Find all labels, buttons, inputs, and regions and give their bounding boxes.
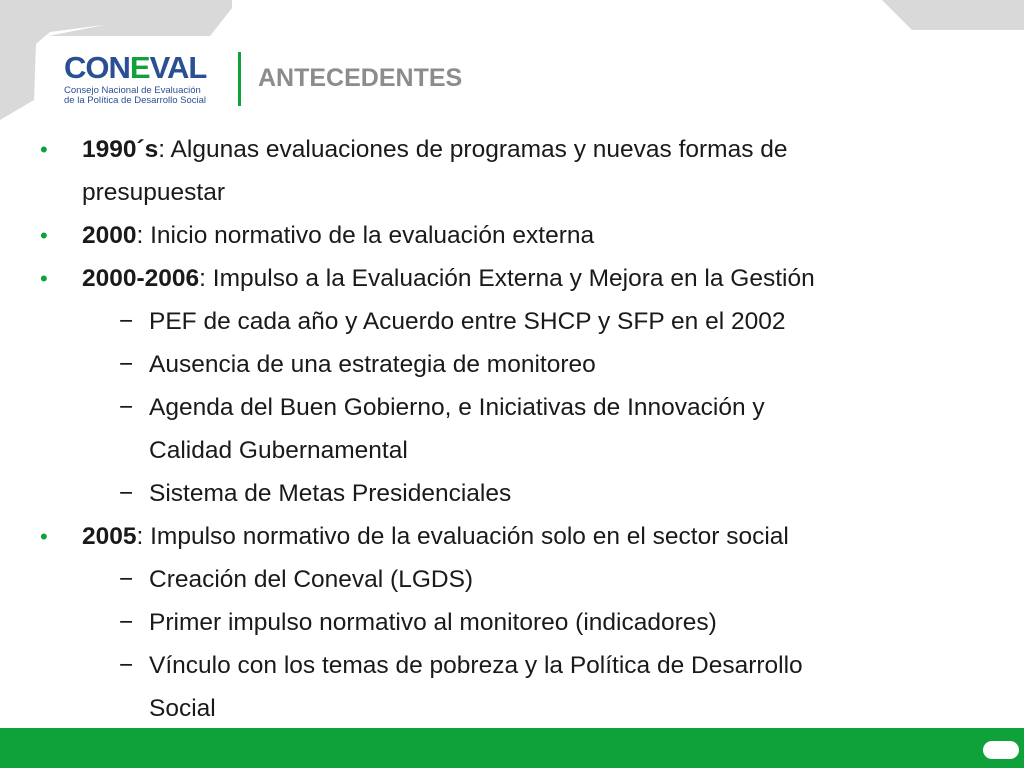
sub-item-text: Sistema de Metas Presidenciales bbox=[149, 480, 512, 507]
bullet-item bbox=[36, 257, 996, 300]
item-text: : Algunas evaluaciones de programas y nuevas formas de bbox=[158, 136, 788, 163]
bullet-icon: • bbox=[40, 266, 48, 291]
bullet-item bbox=[36, 515, 996, 558]
sub-item-continuation: Calidad Gubernamental bbox=[149, 437, 408, 464]
dash-icon: − bbox=[119, 308, 134, 335]
bullet-icon: • bbox=[40, 137, 48, 162]
sub-item-text: Primer impulso normativo al monitoreo (indicadores) bbox=[149, 609, 717, 636]
dash-icon: − bbox=[119, 566, 134, 593]
coneval-logo bbox=[64, 52, 214, 112]
item-text: : Inicio normativo de la evaluación externa bbox=[136, 222, 595, 249]
dash-icon: − bbox=[119, 394, 134, 421]
item-continuation: presupuestar bbox=[82, 179, 226, 206]
logo-wordmark: CONEVAL bbox=[64, 50, 207, 85]
sub-item-text: Creación del Coneval (LGDS) bbox=[149, 566, 474, 593]
sub-item-continuation: Social bbox=[149, 695, 216, 722]
dash-icon: − bbox=[119, 609, 134, 636]
dash-icon: − bbox=[119, 351, 134, 378]
sub-item bbox=[36, 558, 996, 601]
logo-subtitle-line2: de la Política de Desarrollo Social bbox=[64, 95, 207, 106]
item-text: : Impulso normativo de la evaluación solo en el sector social bbox=[136, 523, 789, 550]
footer-bar bbox=[0, 728, 1024, 768]
item-text: : Impulso a la Evaluación Externa y Mejora en la Gestión bbox=[199, 265, 815, 292]
bullet-icon: • bbox=[40, 223, 48, 248]
sub-item-text: Ausencia de una estrategia de monitoreo bbox=[149, 351, 596, 378]
logo-subtitle-line1: Consejo Nacional de Evaluación bbox=[64, 85, 201, 96]
dash-icon: − bbox=[119, 480, 134, 507]
item-year: 2005 bbox=[82, 523, 137, 550]
sub-item bbox=[36, 472, 996, 515]
sub-item-text: PEF de cada año y Acuerdo entre SHCP y SFP en el 2002 bbox=[149, 308, 786, 335]
sub-item bbox=[36, 386, 996, 472]
slide-title: ANTECEDENTES bbox=[258, 64, 463, 92]
slide-content bbox=[36, 128, 996, 730]
sub-item-text: Agenda del Buen Gobierno, e Iniciativas de Innovación y bbox=[149, 394, 765, 421]
item-year: 2000 bbox=[82, 222, 137, 249]
sub-item bbox=[36, 300, 996, 343]
bullet-item bbox=[36, 214, 996, 257]
bullet-icon: • bbox=[40, 524, 48, 549]
sub-item bbox=[36, 644, 996, 730]
sub-item bbox=[36, 601, 996, 644]
logo-subtitle bbox=[64, 86, 214, 106]
item-year: 1990´s bbox=[82, 136, 159, 163]
bullet-item bbox=[36, 128, 996, 214]
sub-item bbox=[36, 343, 996, 386]
right-gray-band bbox=[882, 0, 1024, 30]
footer-pill-icon bbox=[983, 741, 1019, 759]
item-year: 2000-2006 bbox=[82, 265, 200, 292]
title-divider bbox=[238, 52, 241, 106]
dash-icon: − bbox=[119, 652, 134, 679]
sub-item-text: Vínculo con los temas de pobreza y la Política de Desarrollo bbox=[149, 652, 803, 679]
